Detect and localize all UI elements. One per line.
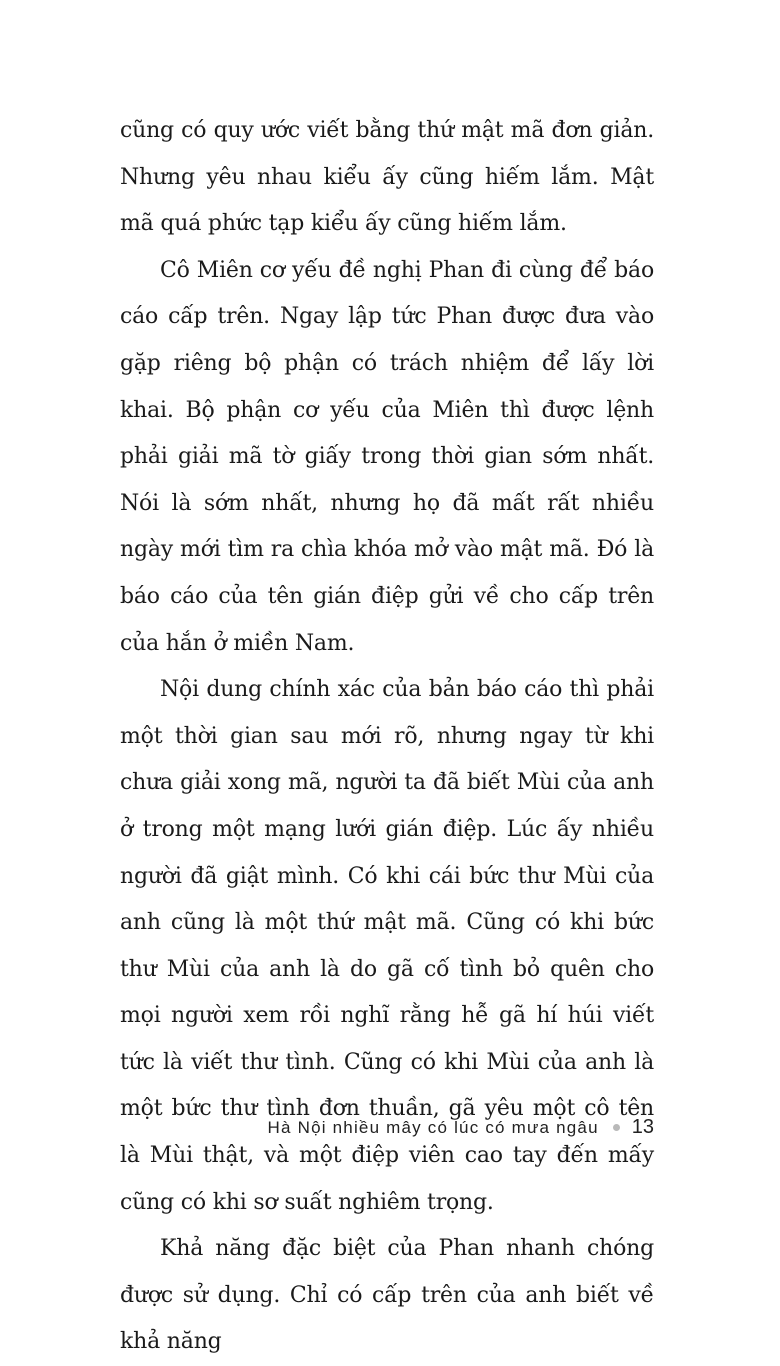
page-footer <box>268 1116 654 1139</box>
paragraph-3: Nội dung chính xác của bản báo cáo thì phải một thời gian sau mới rõ, nhưng ngay từ khi chưa giải xong mã, người ta đã biết Mùi của anh ở trong một mạng lưới gián điệp. Lúc ấy nhiều người đã giật mình. Có khi cái bức thư Mùi của anh cũng là một thứ mật mã. Cũng có khi bức thư Mùi của anh là do gã cố tình bỏ quên cho mọi người xem rồi nghĩ rằng hễ gã hí húi viết tức là viết thư tình. Cũng có khi Mùi của anh là một bức thư tình đơn thuần, gã yêu một cô tên là Mùi thật, và một điệp viên cao tay đến mấy cũng có khi sơ suất nghiêm trọng. <box>120 677 654 1215</box>
running-title: Hà Nội nhiều mây có lúc có mưa ngâu <box>267 1117 599 1137</box>
paragraph-1: cũng có quy ước viết bằng thứ mật mã đơn giản. Nhưng yêu nhau kiểu ấy cũng hiếm lắm. Mật mã quá phức tạp kiểu ấy cũng hiếm lắm. <box>120 118 654 237</box>
page-number: 13 <box>631 1116 654 1138</box>
paragraph-4: Khả năng đặc biệt của Phan nhanh chóng được sử dụng. Chỉ có cấp trên của anh biết về khả năng <box>120 1236 654 1355</box>
paragraph-2: Cô Miên cơ yếu đề nghị Phan đi cùng để báo cáo cấp trên. Ngay lập tức Phan được đưa vào gặp riêng bộ phận có trách nhiệm để lấy lời khai. Bộ phận cơ yếu của Miên thì được lệnh phải giải mã tờ giấy trong thời gian sớm nhất. Nói là sớm nhất, nhưng họ đã mất rất nhiều ngày mới tìm ra chìa khóa mở vào mật mã. Đó là báo cáo của tên gián điệp gửi về cho cấp trên của hắn ở miền Nam. <box>120 257 654 656</box>
page-body <box>120 108 654 1366</box>
bullet-dot-icon <box>613 1124 620 1131</box>
